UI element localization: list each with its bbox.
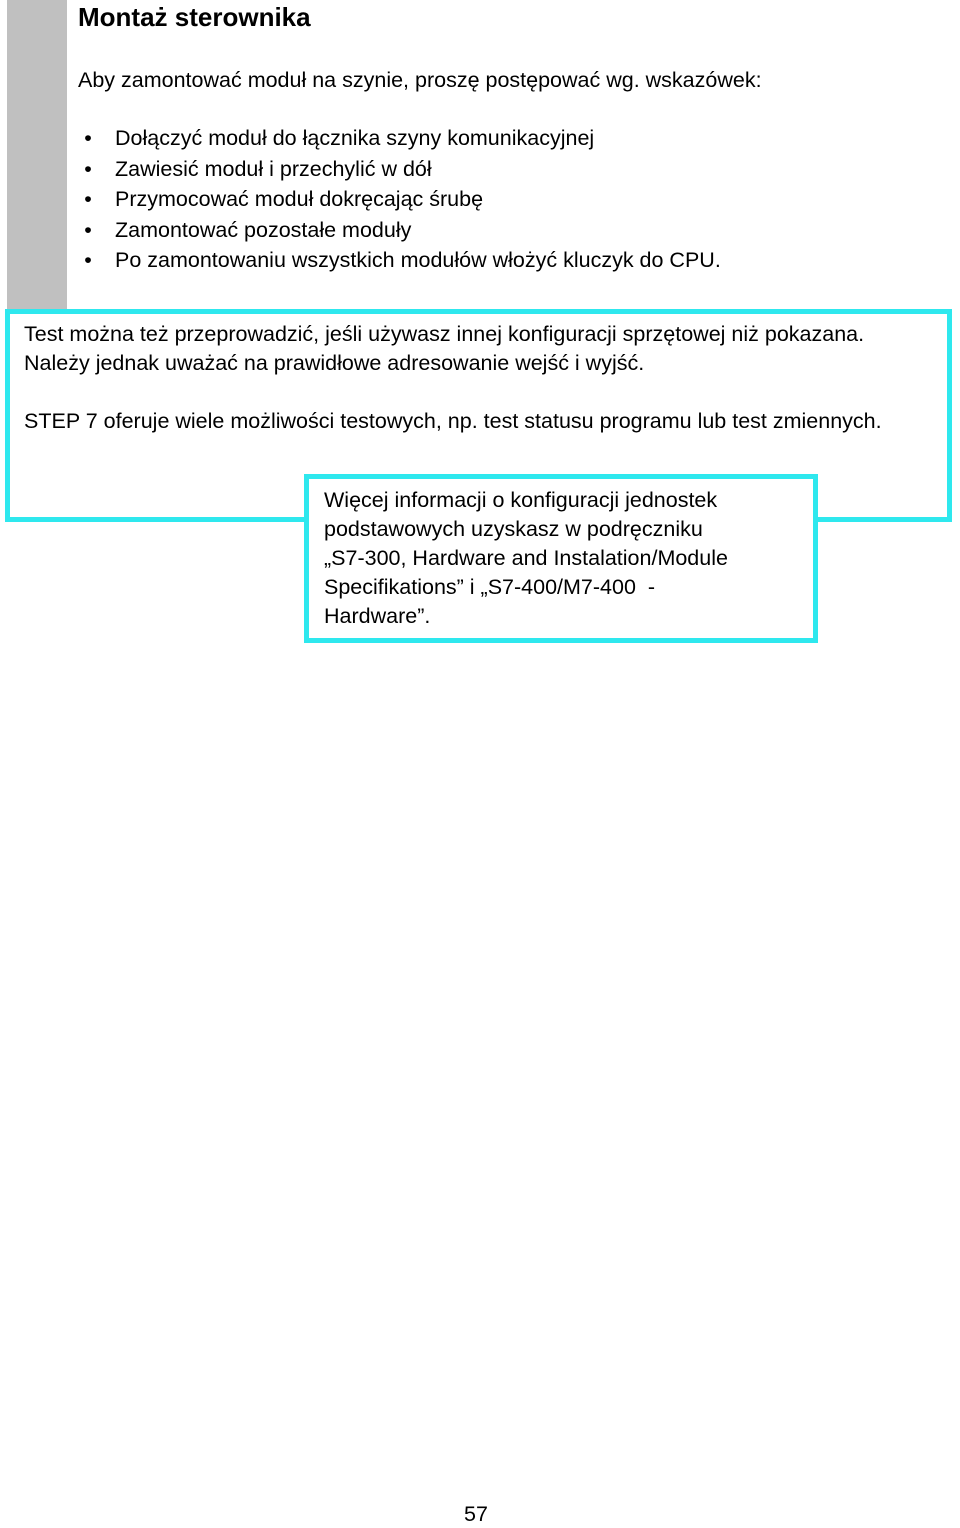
note-paragraph: STEP 7 oferuje wiele możliwości testowych, np. test statusu programu lub test zmiennych. (24, 409, 882, 433)
step-text: Przymocować moduł dokręcając śrubę (115, 187, 484, 211)
info-line: Specifikations” i „S7-400/M7-400 - (324, 575, 656, 599)
info-line: podstawowych uzyskasz w podręczniku (324, 517, 703, 541)
section-side-bar (7, 0, 67, 309)
info-box-text (324, 486, 809, 631)
list-item (78, 246, 721, 277)
info-line: Hardware”. (324, 604, 431, 628)
page-title: Montaż sterownika (78, 2, 311, 32)
bullet-icon: • (84, 126, 92, 150)
page-number: 57 (464, 1502, 488, 1526)
list-item (78, 155, 721, 186)
step-text: Po zamontowaniu wszystkich modułów włożyć kluczyk do CPU. (115, 248, 721, 272)
note-paragraph: Test można też przeprowadzić, jeśli używasz innej konfiguracji sprzętowej niż pokazana. Należy jednak uważać na prawidłowe adresowanie wejść i wyjść. (24, 322, 865, 375)
bullet-icon: • (84, 187, 92, 211)
steps-list (78, 124, 721, 277)
bullet-icon: • (84, 217, 92, 242)
step-text: Dołączyć moduł do łącznika szyny komunikacyjnej (115, 126, 595, 150)
intro-text: Aby zamontować moduł na szynie, proszę postępować wg. wskazówek: (78, 68, 762, 92)
bullet-icon: • (84, 248, 92, 272)
bullet-icon: • (84, 156, 92, 181)
step-text: Zamontować pozostałe moduły (115, 217, 412, 242)
info-line: „S7-300, Hardware and Instalation/Module (324, 546, 728, 570)
info-line: Więcej informacji o konfiguracji jednostek (324, 488, 718, 512)
list-item (78, 216, 721, 247)
list-item (78, 124, 721, 155)
step-text: Zawiesić moduł i przechylić w dół (115, 156, 432, 181)
list-item (78, 185, 721, 216)
